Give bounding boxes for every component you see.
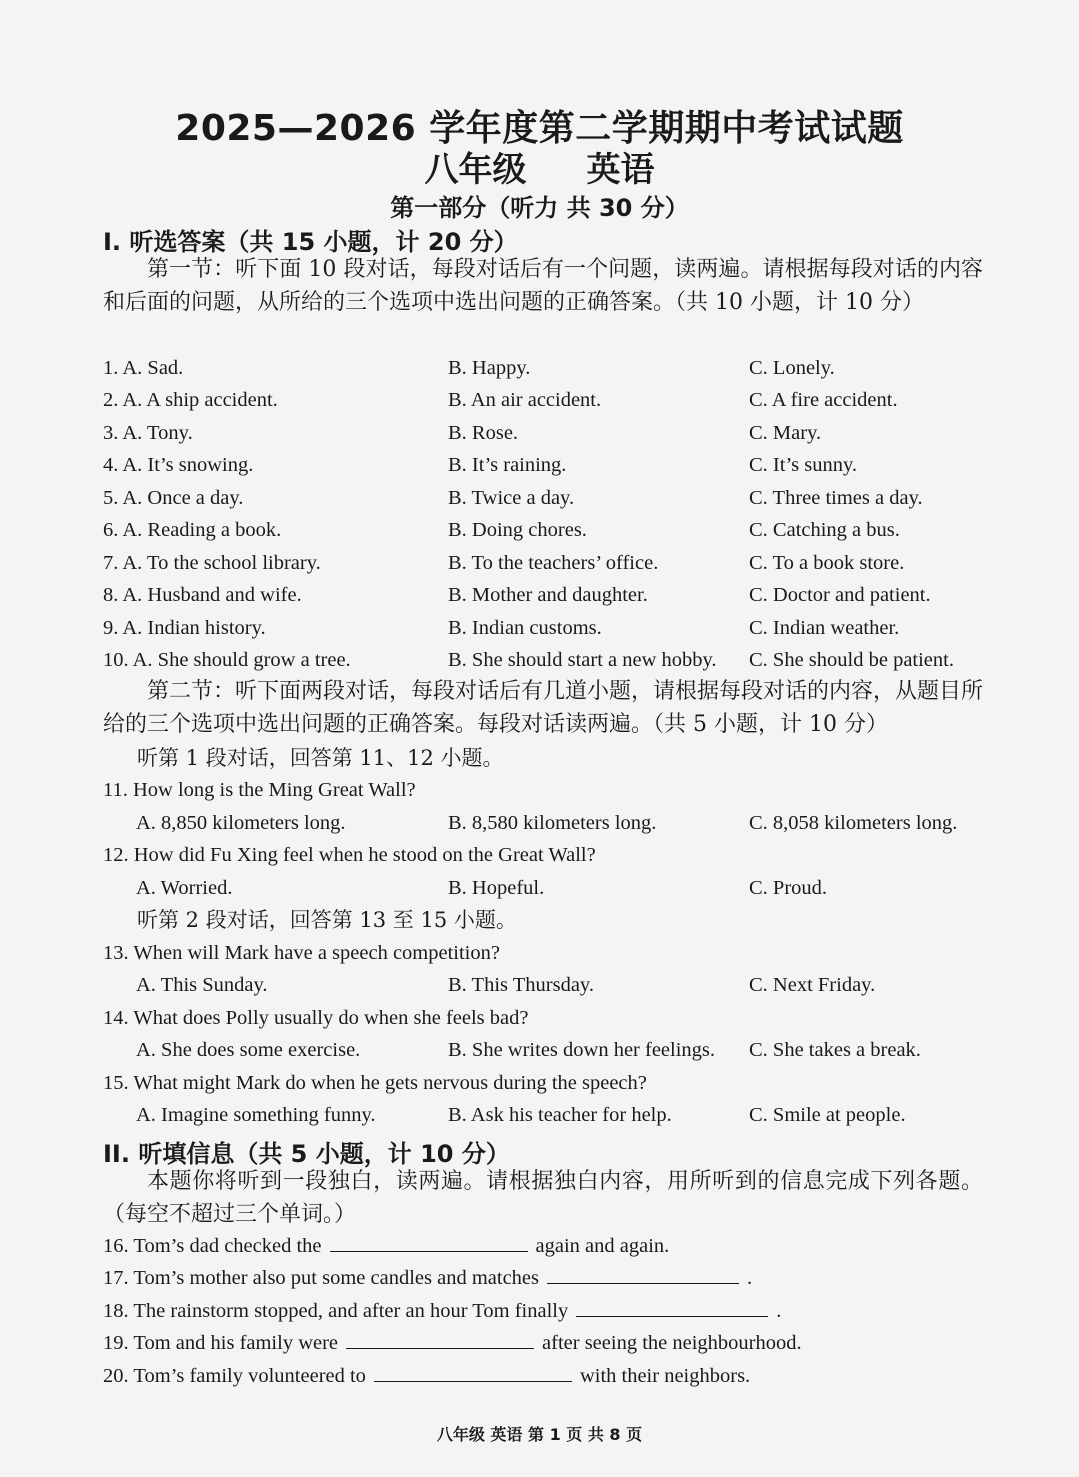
option-c: C. To a book store. (749, 552, 905, 574)
option-a: A. 8,850 kilometers long. (136, 812, 346, 834)
option-b: B. Mother and daughter. (448, 584, 648, 606)
question-13-options (103, 969, 983, 1001)
answer-blank-16[interactable] (330, 1231, 528, 1252)
option-c: C. Next Friday. (749, 974, 876, 996)
option-a: A. This Sunday. (136, 974, 268, 996)
option-a: A. Worried. (136, 877, 233, 899)
question-row-2 (103, 384, 983, 416)
question-row-3 (103, 417, 983, 449)
section1-intro1: 第一节：听下面 10 段对话，每段对话后有一个问题，读两遍。请根据每段对话的内容和后面的问题，从所给的三个选项中选出问题的正确答案。（共 10 小题，计 10 分） (103, 257, 983, 315)
section1-heading: I. 听选答案（共 15 小题，计 20 分） (103, 228, 518, 256)
option-c: C. Proud. (749, 877, 828, 899)
question-row-6 (103, 514, 983, 546)
question-16-text: 16. Tom’s dad checked the (103, 1235, 322, 1257)
section2-intro: 本题你将听到一段独白，读两遍。请根据独白内容，用所听到的信息完成下列各题。（每空不超过三个单词。） (103, 1169, 983, 1227)
option-b: B. This Thursday. (448, 974, 594, 996)
question-11: 11. How long is the Ming Great Wall? (103, 779, 416, 801)
exam-subtitle (0, 142, 1079, 191)
option-a: 10. A. She should grow a tree. (103, 649, 351, 671)
option-c: C. She should be patient. (749, 649, 954, 671)
option-a: 1. A. Sad. (103, 357, 184, 379)
option-c: C. Three times a day. (749, 487, 923, 509)
question-20 (103, 1360, 750, 1392)
option-c: C. Lonely. (749, 357, 835, 379)
question-15-options (103, 1099, 983, 1131)
page-footer: 八年级 英语 第 1 页 共 8 页 (436, 1425, 643, 1444)
question-row-9 (103, 612, 983, 644)
grade-label: 八年级 (424, 150, 527, 190)
answer-blank-17[interactable] (547, 1263, 739, 1284)
option-c: C. A fire accident. (749, 389, 898, 411)
option-c: C. It’s sunny. (749, 454, 858, 476)
option-b: B. Doing chores. (448, 519, 587, 541)
question-row-8 (103, 579, 983, 611)
option-a: 3. A. Tony. (103, 422, 193, 444)
question-19 (103, 1327, 802, 1359)
option-a: 9. A. Indian history. (103, 617, 266, 639)
option-c: C. 8,058 kilometers long. (749, 812, 958, 834)
question-11-options (103, 807, 983, 839)
option-b: B. Rose. (448, 422, 519, 444)
question-19-tail: after seeing the neighbourhood. (542, 1332, 802, 1354)
question-row-4 (103, 449, 983, 481)
option-b: B. Hopeful. (448, 877, 545, 899)
option-c: C. Indian weather. (749, 617, 900, 639)
question-12-options (103, 872, 983, 904)
question-row-5 (103, 482, 983, 514)
question-12: 12. How did Fu Xing feel when he stood on the Great Wall? (103, 844, 596, 866)
option-c: C. Catching a bus. (749, 519, 900, 541)
question-row-10 (103, 644, 983, 676)
dialogue2-instruction: 听第 2 段对话，回答第 13 至 15 小题。 (137, 908, 517, 932)
option-b: B. She writes down her feelings. (448, 1039, 716, 1061)
exam-title: 2025—2026 学年度第二学期期中考试试题 (175, 108, 904, 149)
section2-heading: II. 听填信息（共 5 小题，计 10 分） (103, 1140, 510, 1168)
question-17-text: 17. Tom’s mother also put some candles and matches (103, 1267, 540, 1289)
question-18-text: 18. The rainstorm stopped, and after an hour Tom finally (103, 1300, 569, 1322)
option-b: B. An air accident. (448, 389, 602, 411)
option-b: B. She should start a new hobby. (448, 649, 717, 671)
question-17 (103, 1262, 752, 1294)
option-a: A. Imagine something funny. (136, 1104, 376, 1126)
question-16-tail: again and again. (535, 1235, 670, 1257)
answer-blank-19[interactable] (346, 1328, 534, 1349)
question-13: 13. When will Mark have a speech competition? (103, 942, 500, 964)
option-c: C. Smile at people. (749, 1104, 906, 1126)
option-a: 8. A. Husband and wife. (103, 584, 302, 606)
option-a: 4. A. It’s snowing. (103, 454, 254, 476)
dialogue1-instruction: 听第 1 段对话，回答第 11、12 小题。 (137, 746, 504, 770)
question-18 (103, 1295, 781, 1327)
question-16 (103, 1230, 669, 1262)
option-c: C. She takes a break. (749, 1039, 921, 1061)
question-14-options (103, 1034, 983, 1066)
option-b: B. Indian customs. (448, 617, 602, 639)
answer-blank-20[interactable] (374, 1361, 572, 1382)
option-a: 7. A. To the school library. (103, 552, 321, 574)
option-c: C. Doctor and patient. (749, 584, 931, 606)
question-19-text: 19. Tom and his family were (103, 1332, 339, 1354)
answer-blank-18[interactable] (576, 1296, 768, 1317)
option-a: 5. A. Once a day. (103, 487, 244, 509)
option-b: B. Twice a day. (448, 487, 575, 509)
option-b: B. To the teachers’ office. (448, 552, 659, 574)
question-row-7 (103, 547, 983, 579)
question-row-1 (103, 352, 983, 384)
part-heading: 第一部分（听力 共 30 分） (390, 194, 689, 222)
section1-intro2: 第二节：听下面两段对话，每段对话后有几道小题，请根据每段对话的内容，从题目所给的三个选项中选出问题的正确答案。每段对话读两遍。（共 5 小题，计 10 分） (103, 679, 984, 737)
option-b: B. 8,580 kilometers long. (448, 812, 657, 834)
question-15: 15. What might Mark do when he gets nervous during the speech? (103, 1072, 647, 1094)
question-20-text: 20. Tom’s family volunteered to (103, 1365, 366, 1387)
option-c: C. Mary. (749, 422, 822, 444)
option-b: B. Ask his teacher for help. (448, 1104, 672, 1126)
question-17-tail: . (747, 1267, 753, 1289)
option-b: B. Happy. (448, 357, 531, 379)
option-b: B. It’s raining. (448, 454, 567, 476)
question-14: 14. What does Polly usually do when she feels bad? (103, 1007, 529, 1029)
question-20-tail: with their neighbors. (579, 1365, 751, 1387)
option-a: 6. A. Reading a book. (103, 519, 282, 541)
question-18-tail: . (776, 1300, 782, 1322)
subject-label: 英语 (586, 150, 655, 190)
option-a: 2. A. A ship accident. (103, 389, 278, 411)
option-a: A. She does some exercise. (136, 1039, 361, 1061)
